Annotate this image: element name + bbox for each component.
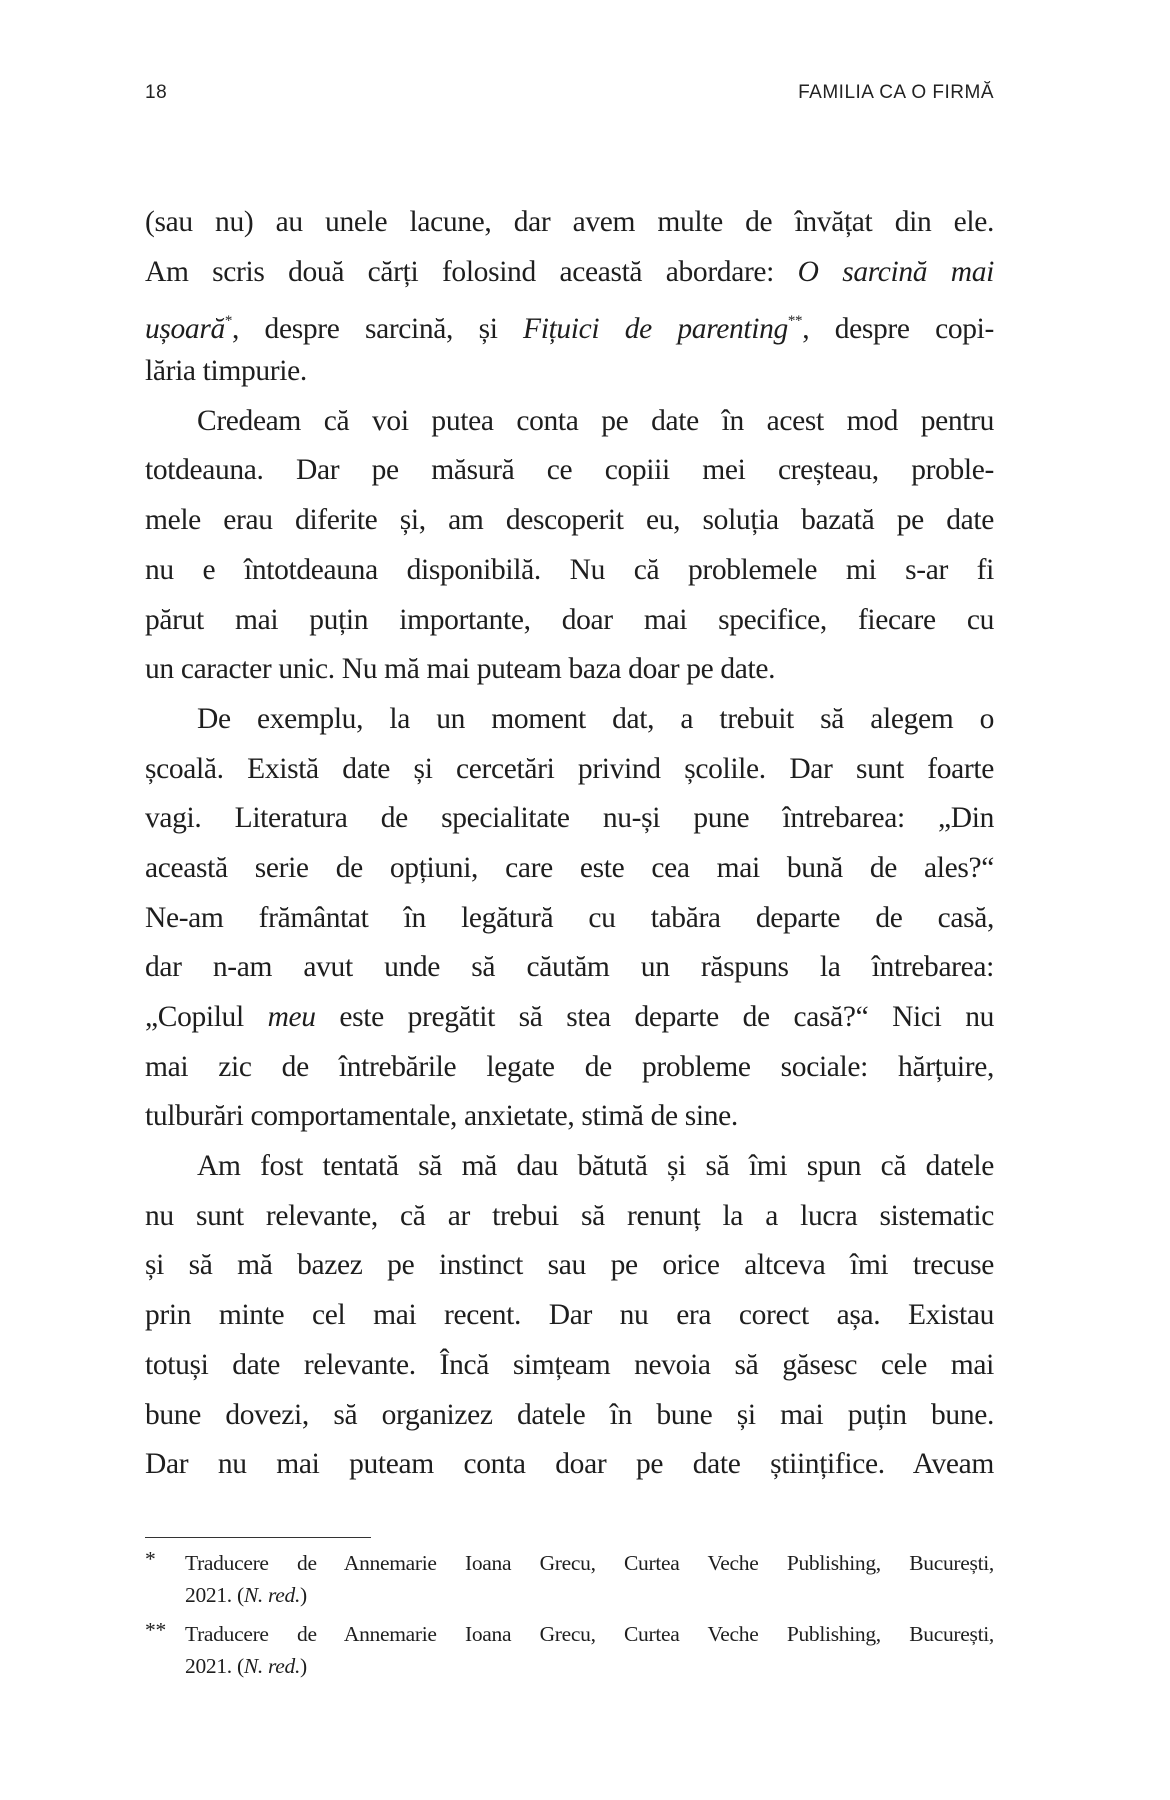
- footnote: [145, 1547, 994, 1611]
- text-line: [145, 844, 994, 894]
- footnote-line: [145, 1650, 994, 1682]
- italic-text: ușoară: [145, 313, 225, 346]
- italic-text: N. red.: [243, 1654, 301, 1678]
- text-line: [145, 1142, 994, 1192]
- footnote-line: [145, 1579, 994, 1611]
- text-line: [145, 1092, 994, 1142]
- text-line: [145, 297, 994, 347]
- text-run: (sau nu) au unele lacune, dar avem multe de învățat din ele.: [145, 206, 994, 238]
- text-run: părut mai puțin importante, doar mai specifice, fiecare cu: [145, 603, 994, 636]
- text-line: [145, 1291, 994, 1341]
- text-run: nu e întotdeauna disponibilă. Nu că problemele mi s-ar fi: [145, 553, 994, 586]
- text-run: Traducere de Annemarie Ioana Grecu, Curtea Veche Publishing, București,: [185, 1622, 994, 1646]
- text-run: 2021. (: [185, 1654, 244, 1678]
- text-line: [145, 596, 994, 646]
- text-run: „Copilul: [145, 1001, 268, 1033]
- text-run: , despre sarcină, și: [232, 313, 524, 346]
- text-line: [145, 993, 994, 1043]
- italic-text: O sarcină mai: [797, 255, 994, 288]
- text-line: [145, 1391, 994, 1441]
- paragraph: [145, 695, 994, 1142]
- text-line: [145, 248, 994, 298]
- text-line: [145, 1440, 994, 1490]
- text-run: bune dovezi, să organizez datele în bune și mai puțin bune.: [145, 1398, 994, 1431]
- footnote-divider: [145, 1537, 371, 1538]
- footnote-marker: *: [145, 1547, 156, 1571]
- paragraph: [145, 1142, 994, 1490]
- text-run: Am scris două cărți folosind această abordare:: [145, 255, 798, 288]
- text-line: [145, 347, 994, 397]
- text-run: , despre copi-: [802, 313, 994, 346]
- footnote: [145, 1618, 994, 1682]
- italic-text: N. red.: [243, 1583, 301, 1607]
- text-line: [145, 1241, 994, 1291]
- text-line: [145, 943, 994, 993]
- text-line: [145, 645, 994, 695]
- text-run: este pregătit să stea departe de casă?“ Nici nu: [315, 1001, 994, 1033]
- footnote-line: [145, 1547, 994, 1579]
- text-run: Credeam că voi putea conta pe date în acest mod pentru: [197, 404, 994, 437]
- text-line: [145, 397, 994, 447]
- footnote-reference: **: [787, 313, 803, 330]
- text-run: totdeauna. Dar pe măsură ce copiii mei creșteau, proble-: [145, 454, 994, 487]
- italic-text: meu: [267, 1001, 316, 1033]
- footnote-marker: **: [145, 1618, 166, 1642]
- running-title: FAMILIA CA O FIRMĂ: [798, 82, 994, 103]
- text-line: [145, 1341, 994, 1391]
- text-line: [145, 1192, 994, 1242]
- text-run: prin minte cel mai recent. Dar nu era corect așa. Existau: [145, 1299, 994, 1332]
- text-run: tulburări comportamentale, anxietate, stimă de sine.: [145, 1100, 738, 1133]
- text-run: școală. Există date și cercetări privind școlile. Dar sunt foarte: [145, 752, 994, 785]
- italic-text: Fițuici de parenting: [523, 313, 788, 346]
- text-run: mai zic de întrebările legate de probleme sociale: hărțuire,: [145, 1050, 994, 1083]
- text-run: vagi. Literatura de specialitate nu-și pune întrebarea: „Din: [145, 802, 994, 835]
- text-line: [145, 894, 994, 944]
- text-line: [145, 496, 994, 546]
- body-text: [145, 198, 994, 1490]
- text-run: totuși date relevante. Încă simțeam nevoia să găsesc cele mai: [145, 1348, 994, 1381]
- page-number: 18: [145, 82, 168, 103]
- text-line: [145, 198, 994, 248]
- text-line: [145, 794, 994, 844]
- text-run: De exemplu, la un moment dat, a trebuit să alegem o: [197, 702, 994, 735]
- text-line: [145, 1043, 994, 1093]
- footnote-reference: *: [224, 313, 233, 330]
- paragraph: [145, 198, 994, 397]
- text-run: lăria timpurie.: [145, 355, 307, 388]
- text-run: Am fost tentată să mă dau bătută și să îmi spun că datele: [197, 1150, 994, 1183]
- text-line: [145, 745, 994, 795]
- text-run: 2021. (: [185, 1583, 244, 1607]
- text-run: această serie de opțiuni, care este cea mai bună de ales?“: [145, 851, 994, 884]
- text-run: Dar nu mai puteam conta doar pe date științifice. Aveam: [145, 1448, 994, 1481]
- footnote-line: [145, 1618, 994, 1650]
- text-run: și să mă bazez pe instinct sau pe orice altceva îmi trecuse: [145, 1249, 994, 1282]
- text-run: Traducere de Annemarie Ioana Grecu, Curtea Veche Publishing, București,: [185, 1551, 994, 1575]
- text-line: [145, 695, 994, 745]
- text-run: dar n-am avut unde să căutăm un răspuns la întrebarea:: [145, 951, 994, 984]
- text-run: mele erau diferite și, am descoperit eu, soluția bazată pe date: [145, 504, 994, 537]
- text-run: nu sunt relevante, că ar trebui să renunț la a lucra sistematic: [145, 1199, 994, 1232]
- text-line: [145, 546, 994, 596]
- text-run: un caracter unic. Nu mă mai puteam baza doar pe date.: [145, 653, 776, 686]
- paragraph: [145, 397, 994, 695]
- text-run: ): [300, 1583, 307, 1607]
- text-line: [145, 446, 994, 496]
- text-run: Ne-am frământat în legătură cu tabăra departe de casă,: [145, 901, 994, 934]
- text-run: ): [300, 1654, 307, 1678]
